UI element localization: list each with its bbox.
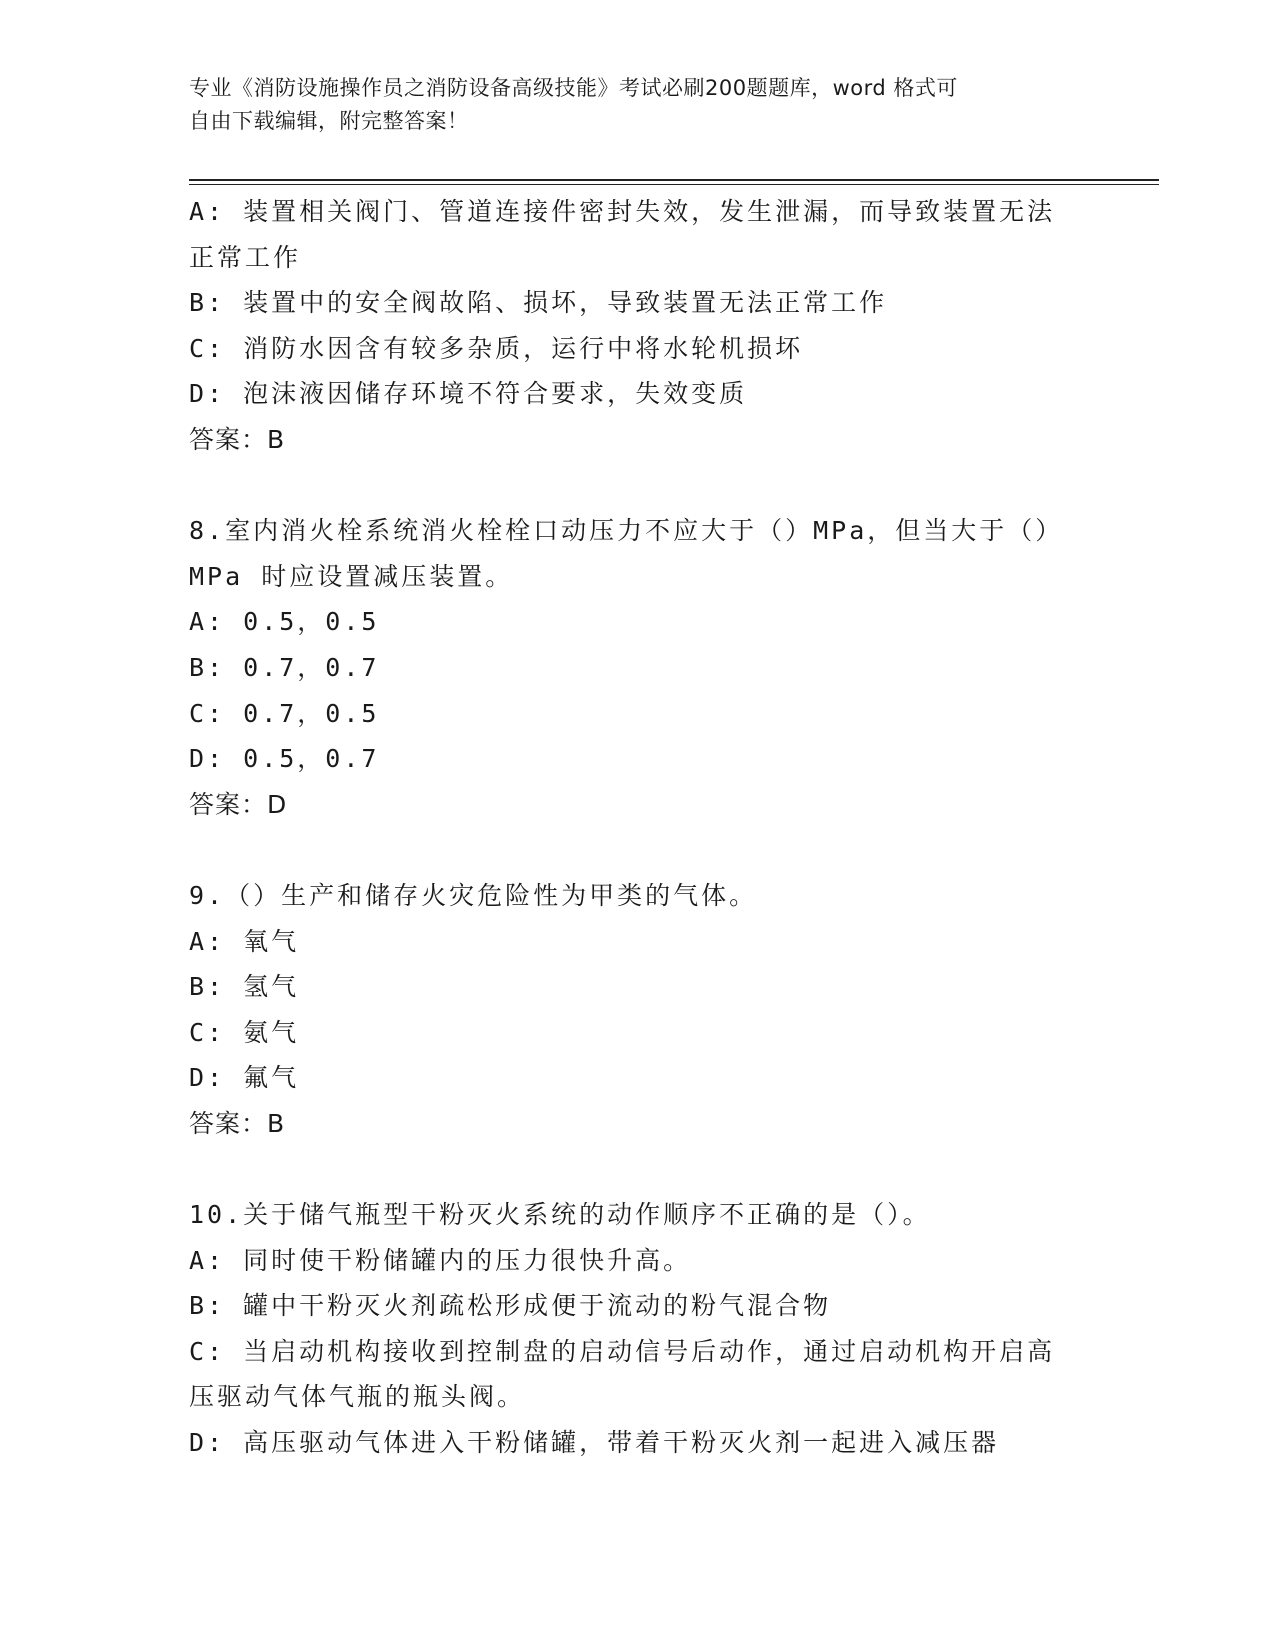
option-d: D: 泡沫液因储存环境不符合要求，失效变质 [189, 379, 748, 409]
option-c: C: 氨气 [189, 1017, 300, 1047]
question-9-answer: 答案：B [189, 1108, 286, 1138]
header-line-1: 专业《消防设施操作员之消防设备高级技能》考试必刷200题题库，word 格式可 [189, 76, 958, 100]
option-b: B: 氢气 [189, 972, 300, 1002]
question-7-answer: 答案：B [189, 424, 286, 454]
option-a-continued: 正常工作 [189, 242, 302, 272]
question-8 [189, 508, 1089, 827]
spacer [189, 827, 1089, 873]
option-b: B: 装置中的安全阀故陷、损坏，导致装置无法正常工作 [189, 288, 888, 318]
spacer [189, 463, 1089, 509]
option-d: D: 高压驱动气体进入干粉储罐，带着干粉灭火剂一起进入减压器 [189, 1428, 1000, 1458]
header-line-2: 自由下载编辑，附完整答案！ [189, 109, 469, 133]
option-c-continued: 压驱动气体气瓶的瓶头阀。 [189, 1382, 526, 1412]
option-a: A: 同时使干粉储罐内的压力很快升高。 [189, 1245, 692, 1275]
option-c: C: 0.7，0.5 [189, 698, 380, 728]
header-rule-thick [189, 179, 1159, 181]
option-a: A: 装置相关阀门、管道连接件密封失效，发生泄漏，而导致装置无法 [189, 197, 1056, 226]
question-stem: 9.（）生产和储存火灾危险性为甲类的气体。 [189, 880, 758, 910]
option-c: C: 当启动机构接收到控制盘的启动信号后动作，通过启动机构开启高 [189, 1336, 1056, 1366]
option-d: D: 0.5，0.7 [189, 744, 380, 774]
question-8-answer: 答案：D [189, 789, 288, 819]
question-10 [189, 1192, 1089, 1466]
option-b: B: 0.7，0.7 [189, 652, 380, 682]
spacer [189, 1146, 1089, 1192]
header-rule-thin [189, 184, 1159, 185]
option-c: C: 消防水因含有较多杂质，运行中将水轮机损坏 [189, 333, 804, 363]
question-9 [189, 873, 1089, 1147]
option-d: D: 氟气 [189, 1063, 300, 1093]
option-a: A: 氧气 [189, 926, 300, 956]
question-list [189, 189, 1089, 1466]
question-stem-continued: MPa 时应设置减压装置。 [189, 561, 514, 591]
option-a: A: 0.5，0.5 [189, 607, 380, 637]
question-stem: 8.室内消火栓系统消火栓栓口动压力不应大于（）MPa，但当大于（） [189, 516, 1064, 546]
question-7-options [189, 189, 1089, 417]
document-header [189, 72, 1089, 138]
option-b: B: 罐中干粉灭火剂疏松形成便于流动的粉气混合物 [189, 1291, 832, 1321]
question-stem: 10.关于储气瓶型干粉灭火系统的动作顺序不正确的是（）。 [189, 1200, 931, 1230]
